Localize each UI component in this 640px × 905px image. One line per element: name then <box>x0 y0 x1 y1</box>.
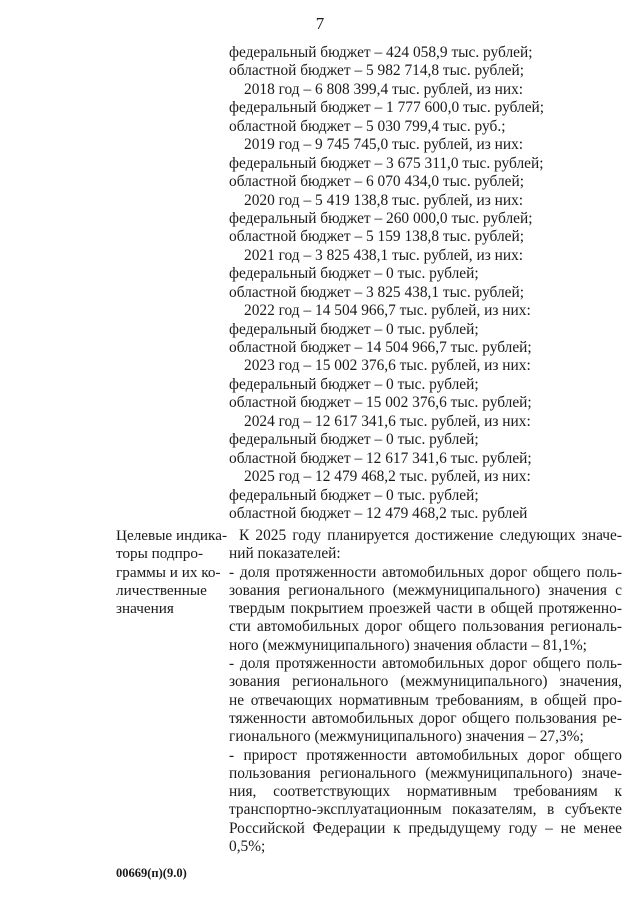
indicators-text-line: ния, соответствующих нормативным требованиям к <box>229 783 622 801</box>
funding-budget-line: областной бюджет – 6 070 434,0 тыс. рублей; <box>229 173 524 191</box>
indicators-text-line: - доля протяженности автомобильных дорог общего поль- <box>229 563 622 581</box>
funding-budget-line: федеральный бюджет – 3 675 311,0 тыс. рублей; <box>229 154 544 172</box>
funding-year-line: 2022 год – 14 504 966,7 тыс. рублей, из них: <box>244 302 531 320</box>
indicators-text-line: не отвечающих нормативным требованиям, в общей про- <box>229 691 622 709</box>
funding-year-line: 2021 год – 3 825 438,1 тыс. рублей, из них: <box>244 246 524 264</box>
indicators-text-line: гионального (межмуниципального) значения – 27,3%; <box>229 728 584 746</box>
indicators-text-line: ний показателей: <box>229 545 341 563</box>
funding-budget-line: областной бюджет – 5 982 714,8 тыс. рублей; <box>229 62 524 80</box>
funding-year-line: 2020 год – 5 419 138,8 тыс. рублей, из них: <box>244 191 524 209</box>
indicators-text-line: - доля протяженности автомобильных дорог общего поль- <box>229 655 622 673</box>
funding-budget-line: федеральный бюджет – 0 тыс. рублей; <box>229 265 479 283</box>
indicators-text-line: тяженности автомобильных дорог общего пользования ре- <box>229 709 622 727</box>
funding-year-line: 2025 год – 12 479 468,2 тыс. рублей, из них: <box>244 468 531 486</box>
funding-budget-line: федеральный бюджет – 424 058,9 тыс. рублей; <box>229 44 533 61</box>
funding-budget-line: областной бюджет – 5 159 138,8 тыс. рублей; <box>229 228 524 246</box>
funding-budget-line: федеральный бюджет – 0 тыс. рублей; <box>229 375 479 393</box>
indicators-label-line: личественные <box>116 581 207 599</box>
indicators-label-line: Целевые индика- <box>116 527 227 544</box>
funding-budget-line: федеральный бюджет – 0 тыс. рублей; <box>229 320 479 338</box>
funding-budget-line: федеральный бюджет – 260 000,0 тыс. рублей; <box>229 209 533 227</box>
indicators-text-line: зования регионального (межмуниципального) значения, <box>229 673 622 691</box>
funding-budget-line: федеральный бюджет – 1 777 600,0 тыс. рублей; <box>229 99 545 117</box>
indicators-text-line: К 2025 году планируется достижение следующих значе- <box>239 527 622 544</box>
funding-budget-line: областной бюджет – 15 002 376,6 тыс. рублей; <box>229 394 532 412</box>
funding-year-line: 2024 год – 12 617 341,6 тыс. рублей, из них: <box>244 412 531 430</box>
document-code: 00669(п)(9.0) <box>116 866 187 880</box>
indicators-label-line: граммы и их ко- <box>116 563 221 581</box>
funding-year-line: 2023 год – 15 002 376,6 тыс. рублей, из них: <box>244 357 531 375</box>
funding-breakdown <box>229 44 621 523</box>
funding-budget-line: областной бюджет – 12 617 341,6 тыс. рублей; <box>229 449 532 467</box>
funding-year-line: 2018 год – 6 808 399,4 тыс. рублей, из них: <box>244 80 524 98</box>
funding-budget-line: областной бюджет – 3 825 438,1 тыс. рублей; <box>229 283 524 301</box>
indicators-text-line: транспортно-эксплуатационным показателям, в субъекте <box>229 801 622 819</box>
funding-budget-line: федеральный бюджет – 0 тыс. рублей; <box>229 486 479 504</box>
indicators-label-line: значения <box>116 600 174 618</box>
indicators-label-line: торы подпро- <box>116 545 204 563</box>
funding-budget-line: областной бюджет – 5 030 799,4 тыс. руб.; <box>229 117 506 135</box>
indicators-text-line: сти автомобильных дорог общего пользования региональ- <box>229 618 622 636</box>
funding-budget-line: федеральный бюджет – 0 тыс. рублей; <box>229 431 479 449</box>
page-number: 7 <box>315 14 325 33</box>
indicators-text-line: - прирост протяженности автомобильных дорог общего <box>229 746 622 764</box>
indicators-text-line: твердым покрытием проезжей части в общей протяженно- <box>229 600 622 618</box>
indicators-text-line: зования регионального (межмуниципального) значения с <box>229 581 622 599</box>
indicators-label <box>116 527 227 618</box>
indicators-text <box>229 527 622 856</box>
indicators-text-line: ного (межмуниципального) значения области – 81,1%; <box>229 636 587 654</box>
indicators-text-line: пользования регионального (межмуниципального) значе- <box>229 764 622 782</box>
indicators-text-line: Российской Федерации к предыдущему году – не менее <box>229 819 622 837</box>
funding-year-line: 2019 год – 9 745 745,0 тыс. рублей, из них: <box>244 136 524 154</box>
funding-budget-line: областной бюджет – 14 504 966,7 тыс. рублей; <box>229 339 532 356</box>
funding-budget-line: областной бюджет – 12 479 468,2 тыс. рублей <box>229 504 528 522</box>
indicators-text-line: 0,5%; <box>229 838 266 856</box>
